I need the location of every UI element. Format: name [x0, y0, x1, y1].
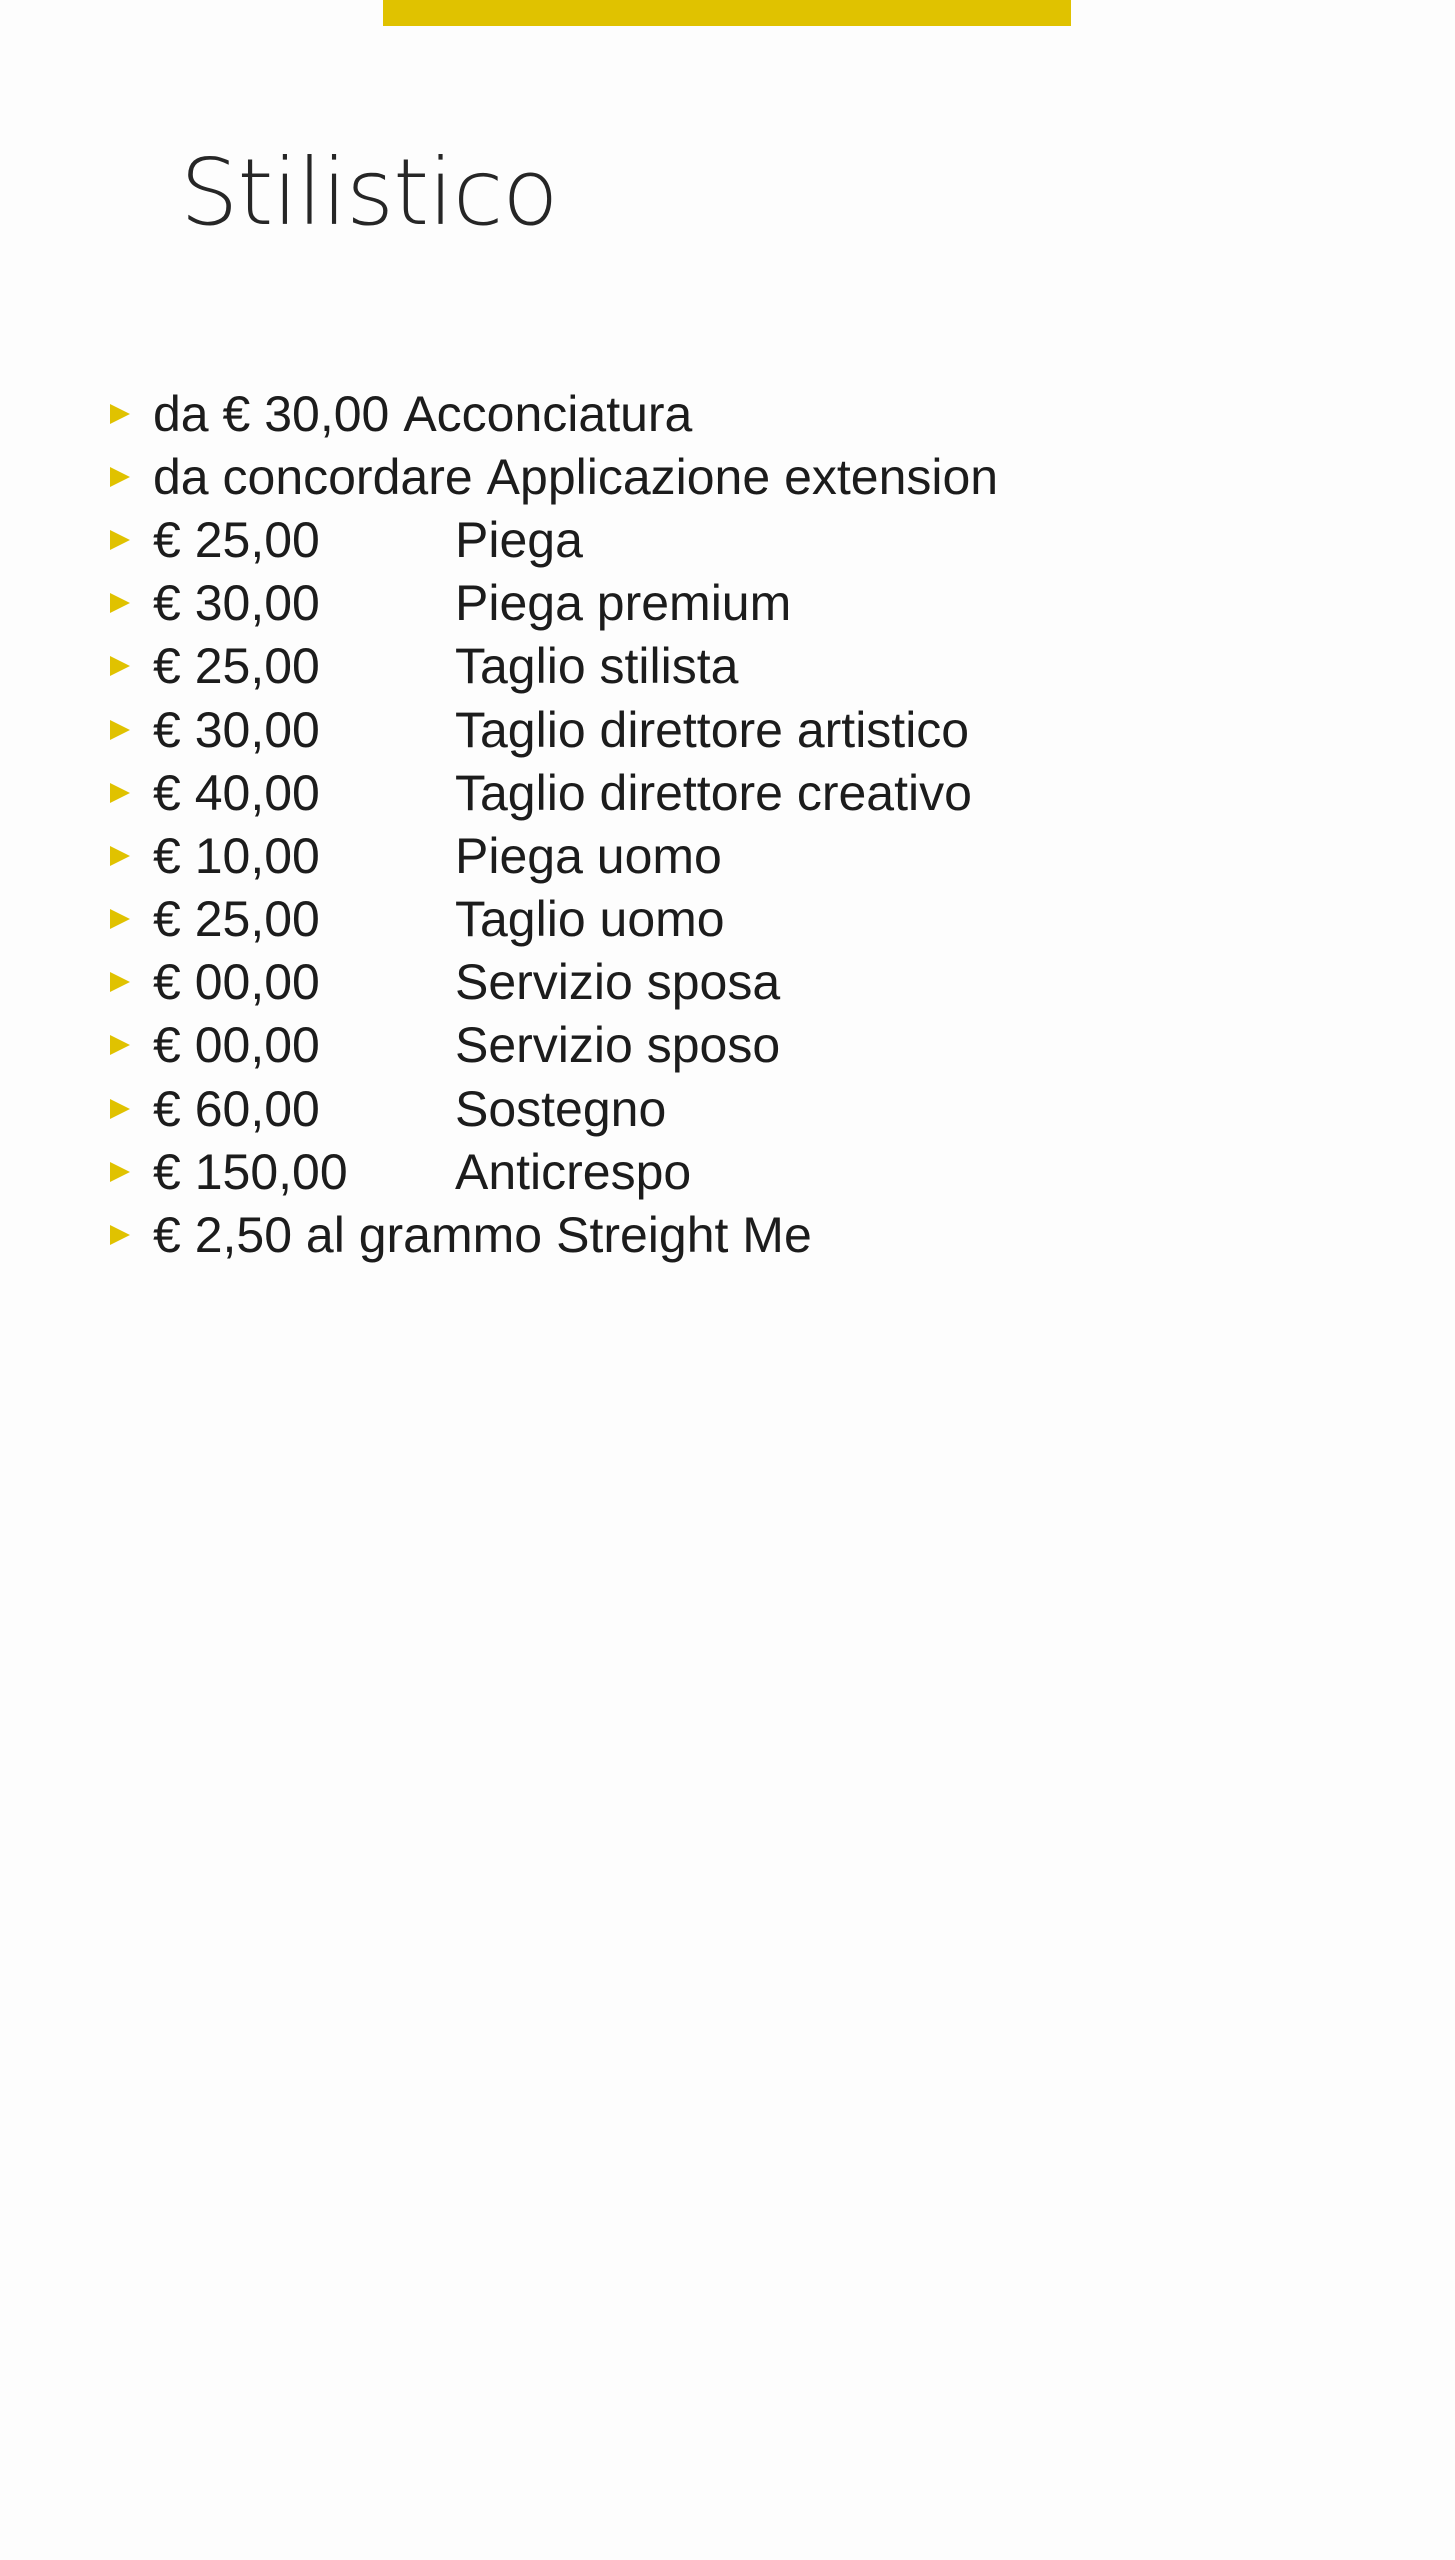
item-name: Taglio direttore artistico	[455, 701, 970, 758]
item-name: Streight Me	[556, 1207, 812, 1264]
item-price: € 2,50 al grammo	[153, 1207, 543, 1264]
list-item	[110, 824, 998, 887]
top-accent-bar	[383, 0, 1071, 26]
price-list	[110, 382, 998, 1267]
page-title: Stilistico	[180, 139, 558, 246]
item-name: Taglio direttore creativo	[455, 764, 972, 821]
triangle-bullet-icon	[110, 1225, 130, 1245]
item-price: da € 30,00	[153, 385, 390, 442]
triangle-bullet-icon	[110, 1035, 130, 1055]
list-item	[110, 508, 998, 571]
item-name: Servizio sposa	[455, 954, 781, 1011]
item-name: Acconciatura	[403, 385, 693, 442]
item-price: € 30,00	[153, 701, 320, 758]
triangle-bullet-icon	[110, 783, 130, 803]
triangle-bullet-icon	[110, 467, 130, 487]
list-item	[110, 1014, 998, 1077]
item-name: Piega premium	[455, 575, 792, 632]
list-item	[110, 761, 998, 824]
list-item	[110, 888, 998, 951]
item-price: € 150,00	[153, 1143, 348, 1200]
item-price: € 25,00	[153, 638, 320, 695]
triangle-bullet-icon	[110, 656, 130, 676]
triangle-bullet-icon	[110, 593, 130, 613]
list-item	[110, 1203, 998, 1266]
item-name: Piega uomo	[455, 827, 722, 884]
triangle-bullet-icon	[110, 972, 130, 992]
triangle-bullet-icon	[110, 846, 130, 866]
list-item	[110, 951, 998, 1014]
triangle-bullet-icon	[110, 404, 130, 424]
triangle-bullet-icon	[110, 909, 130, 929]
item-price: € 00,00	[153, 954, 320, 1011]
list-item	[110, 635, 998, 698]
item-price: € 25,00	[153, 511, 320, 568]
list-item	[110, 1140, 998, 1203]
item-price: € 40,00	[153, 764, 320, 821]
item-price: € 60,00	[153, 1080, 320, 1137]
item-name: Piega	[455, 511, 583, 568]
item-price: € 30,00	[153, 575, 320, 632]
item-name: Anticrespo	[455, 1143, 692, 1200]
item-name: Servizio sposo	[455, 1017, 781, 1074]
item-price: da concordare	[153, 448, 473, 505]
item-name: Taglio uomo	[455, 891, 725, 948]
list-item	[110, 698, 998, 761]
item-name: Sostegno	[455, 1080, 667, 1137]
list-item	[110, 445, 998, 508]
list-item	[110, 572, 998, 635]
list-item	[110, 1077, 998, 1140]
item-name: Taglio stilista	[455, 638, 739, 695]
list-item	[110, 382, 998, 445]
triangle-bullet-icon	[110, 1099, 130, 1119]
item-price: € 25,00	[153, 891, 320, 948]
triangle-bullet-icon	[110, 530, 130, 550]
triangle-bullet-icon	[110, 720, 130, 740]
item-price: € 10,00	[153, 827, 320, 884]
item-name: Applicazione extension	[486, 448, 999, 505]
triangle-bullet-icon	[110, 1162, 130, 1182]
item-price: € 00,00	[153, 1017, 320, 1074]
